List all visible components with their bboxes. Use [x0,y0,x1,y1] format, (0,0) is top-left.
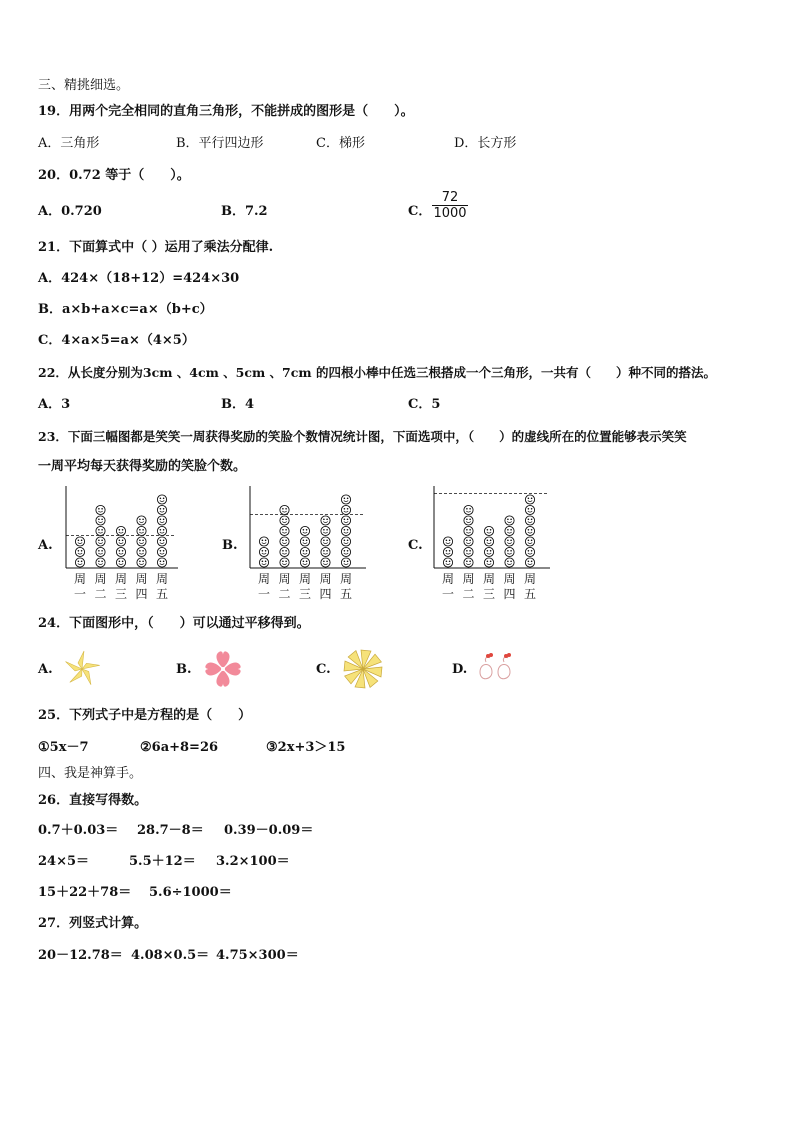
q24-option-a[interactable]: A. [38,662,53,677]
smiley-face-icon [341,526,350,535]
day-label-bottom: 三 [114,587,128,601]
smiley-face-icon [525,537,534,546]
smiley-face-icon [321,516,330,525]
smiley-face-icon [484,558,493,567]
q19-stem: 19．用两个完全相同的直角三角形，不能拼成的图形是（ ）。 [38,104,414,119]
q23-option-b[interactable]: B. [222,538,238,553]
day-label-bottom: 三 [298,587,312,601]
smiley-face-icon [280,537,289,546]
q27-c3: 4.75×300＝ [216,948,299,963]
day-label-top: 周 [319,572,332,586]
smiley-face-icon [484,537,493,546]
day-label-bottom: 三 [482,587,496,601]
q26-r1-c3: 0.39－0.09＝ [224,823,314,838]
smiley-face-icon [75,558,84,567]
day-label-bottom: 二 [278,587,291,601]
section-title-3: 三、精挑细选。 [38,78,130,93]
q19-option-d[interactable]: D．长方形 [454,136,517,151]
smiley-face-icon [137,558,146,567]
smiley-face-icon [443,537,452,546]
day-label-bottom: 五 [523,587,537,601]
q26-r2-c2: 5.5＋12＝ [129,854,196,869]
smiley-face-icon [341,495,350,504]
q24-option-c[interactable]: C. [316,662,331,677]
smiley-face-icon [157,495,166,504]
smiley-face-icon [464,558,473,567]
smiley-face-icon [484,547,493,556]
smiley-face-icon [96,537,105,546]
smiley-face-icon [137,526,146,535]
smiley-face-icon [157,516,166,525]
q24-stem: 24．下面图形中，（ ）可以通过平移得到。 [38,616,310,631]
q26-r1-c2: 28.7－8＝ [137,823,204,838]
smiley-face-icon [464,526,473,535]
day-label-top: 周 [278,572,291,586]
q26-r2-c3: 3.2×100＝ [216,854,290,869]
smiley-face-icon [157,505,166,514]
day-label-top: 周 [523,572,537,586]
q20-option-b[interactable]: B．7.2 [221,204,268,219]
sun-pinwheel-icon [342,648,384,690]
fraction-numerator: 72 [432,190,468,206]
smiley-face-icon [280,516,289,525]
smiley-face-icon [75,537,84,546]
q22-option-c[interactable]: C．5 [408,397,441,412]
q25-stem: 25．下列式子中是方程的是（ ） [38,708,252,723]
smiley-face-icon [321,547,330,556]
smiley-face-icon [464,505,473,514]
smiley-face-icon [321,558,330,567]
q23-stem-line1: 23．下面三幅图都是笑笑一周获得奖励的笑脸个数情况统计图，下面选项中，（ ）的虚线所在的位置能够表示笑笑 [38,429,687,444]
two-chicks-icon [476,650,524,686]
q23-option-a[interactable]: A. [38,538,53,553]
q19-option-a[interactable]: A．三角形 [38,136,100,151]
smiley-face-icon [116,558,125,567]
q20-option-a[interactable]: A．0.720 [38,204,102,219]
q24-option-d[interactable]: D. [452,662,468,677]
smiley-face-icon [300,558,309,567]
smiley-face-icon [137,516,146,525]
smiley-face-icon [137,547,146,556]
day-label-top: 周 [462,572,475,586]
smiley-face-icon [341,537,350,546]
smiley-face-icon [525,547,534,556]
day-label-bottom: 四 [319,587,332,601]
day-label-top: 周 [94,572,107,586]
q26-stem: 26．直接写得数。 [38,793,148,808]
q21-option-c[interactable]: C．4×a×5=a×（4×5） [38,333,195,348]
smiley-face-icon [259,547,268,556]
smiley-face-icon [280,547,289,556]
q21-option-b[interactable]: B．a×b+a×c=a×（b+c） [38,302,213,317]
q26-r1-c1: 0.7＋0.03＝ [38,823,119,838]
smiley-face-icon [116,547,125,556]
smiley-face-icon [321,526,330,535]
day-label-bottom: 二 [462,587,475,601]
day-label-bottom: 五 [339,587,353,601]
smiley-face-icon [96,516,105,525]
q20-option-c[interactable]: C． [408,204,432,219]
q26-r3-c1: 15＋22＋78＝ [38,885,132,900]
smiley-face-icon [280,558,289,567]
day-label-bottom: 四 [503,587,516,601]
smiley-face-icon [341,547,350,556]
smiley-face-icon [96,558,105,567]
day-label-bottom: 四 [135,587,148,601]
smiley-face-icon [300,547,309,556]
smiley-face-icon [300,537,309,546]
day-label-top: 周 [298,572,312,586]
q24-option-b[interactable]: B. [176,662,192,677]
q25-item-2: ②6a+8=26 [140,740,219,755]
smiley-face-icon [321,537,330,546]
smiley-face-icon [341,505,350,514]
day-label-top: 周 [73,572,87,586]
fraction-denominator: 1000 [433,206,467,221]
smiley-face-icon [505,547,514,556]
smiley-face-icon [96,526,105,535]
day-label-top: 周 [482,572,496,586]
smiley-face-icon [137,537,146,546]
smiley-face-icon [157,526,166,535]
q23-chart-b [246,486,370,604]
day-label-top: 周 [155,572,169,586]
smiley-face-icon [96,505,105,514]
smiley-face-icon [341,516,350,525]
day-label-bottom: 一 [257,587,271,601]
smiley-face-icon [116,526,125,535]
smiley-face-icon [259,558,268,567]
smiley-face-icon [525,495,534,504]
smiley-face-icon [280,526,289,535]
pinwheel-icon [60,649,104,689]
q19-option-c[interactable]: C．梯形 [316,136,365,151]
q23-stem-line2: 一周平均每天获得奖励的笑脸个数。 [38,459,247,474]
q20-stem: 20．0.72 等于（ ）。 [38,168,190,183]
smiley-face-icon [157,558,166,567]
smiley-face-icon [525,526,534,535]
q23-option-c[interactable]: C. [408,538,423,553]
smiley-face-icon [443,558,452,567]
day-label-top: 周 [257,572,271,586]
smiley-face-icon [280,505,289,514]
smiley-face-icon [525,505,534,514]
day-label-top: 周 [135,572,148,586]
smiley-face-icon [505,526,514,535]
day-label-top: 周 [441,572,455,586]
smiley-face-icon [116,537,125,546]
q25-item-1: ①5x－7 [38,740,89,755]
section-title-4: 四、我是神算手。 [38,766,143,781]
smiley-face-icon [157,547,166,556]
day-label-bottom: 二 [94,587,107,601]
q27-c2: 4.08×0.5＝ [131,948,210,963]
q27-c1: 20－12.78＝ [38,948,123,963]
q21-stem: 21．下面算式中（ ）运用了乘法分配律. [38,240,274,255]
q20-fraction [432,190,468,221]
smiley-face-icon [464,537,473,546]
smiley-face-icon [300,526,309,535]
smiley-face-icon [505,516,514,525]
smiley-face-icon [75,547,84,556]
smiley-face-icon [525,516,534,525]
smiley-face-icon [505,558,514,567]
q22-option-a[interactable]: A．3 [38,397,71,412]
day-label-top: 周 [339,572,353,586]
q21-option-a[interactable]: A．424×（18+12）=424×30 [38,271,240,286]
day-label-bottom: 一 [73,587,87,601]
four-heart-icon [201,649,245,689]
q26-r2-c1: 24×5＝ [38,854,90,869]
smiley-face-icon [259,537,268,546]
day-label-bottom: 一 [441,587,455,601]
day-label-bottom: 五 [155,587,169,601]
smiley-face-icon [525,558,534,567]
smiley-face-icon [157,537,166,546]
smiley-face-icon [464,547,473,556]
q25-item-3: ③2x+3＞15 [266,740,346,755]
day-label-top: 周 [503,572,516,586]
smiley-face-icon [341,558,350,567]
smiley-face-icon [464,516,473,525]
q22-stem: 22．从长度分别为3cm 、4cm 、5cm 、7cm 的四根小棒中任选三根搭成一个三角形，一共有（ ）种不同的搭法。 [38,365,716,380]
q23-chart-c [430,486,554,604]
q19-option-b[interactable]: B．平行四边形 [176,136,264,151]
q26-r3-c2: 5.6÷1000＝ [149,885,232,900]
smiley-face-icon [443,547,452,556]
smiley-face-icon [96,547,105,556]
smiley-face-icon [484,526,493,535]
q22-option-b[interactable]: B．4 [221,397,255,412]
q23-chart-a [62,486,182,604]
smiley-face-icon [505,537,514,546]
q27-stem: 27．列竖式计算。 [38,916,148,931]
day-label-top: 周 [114,572,128,586]
